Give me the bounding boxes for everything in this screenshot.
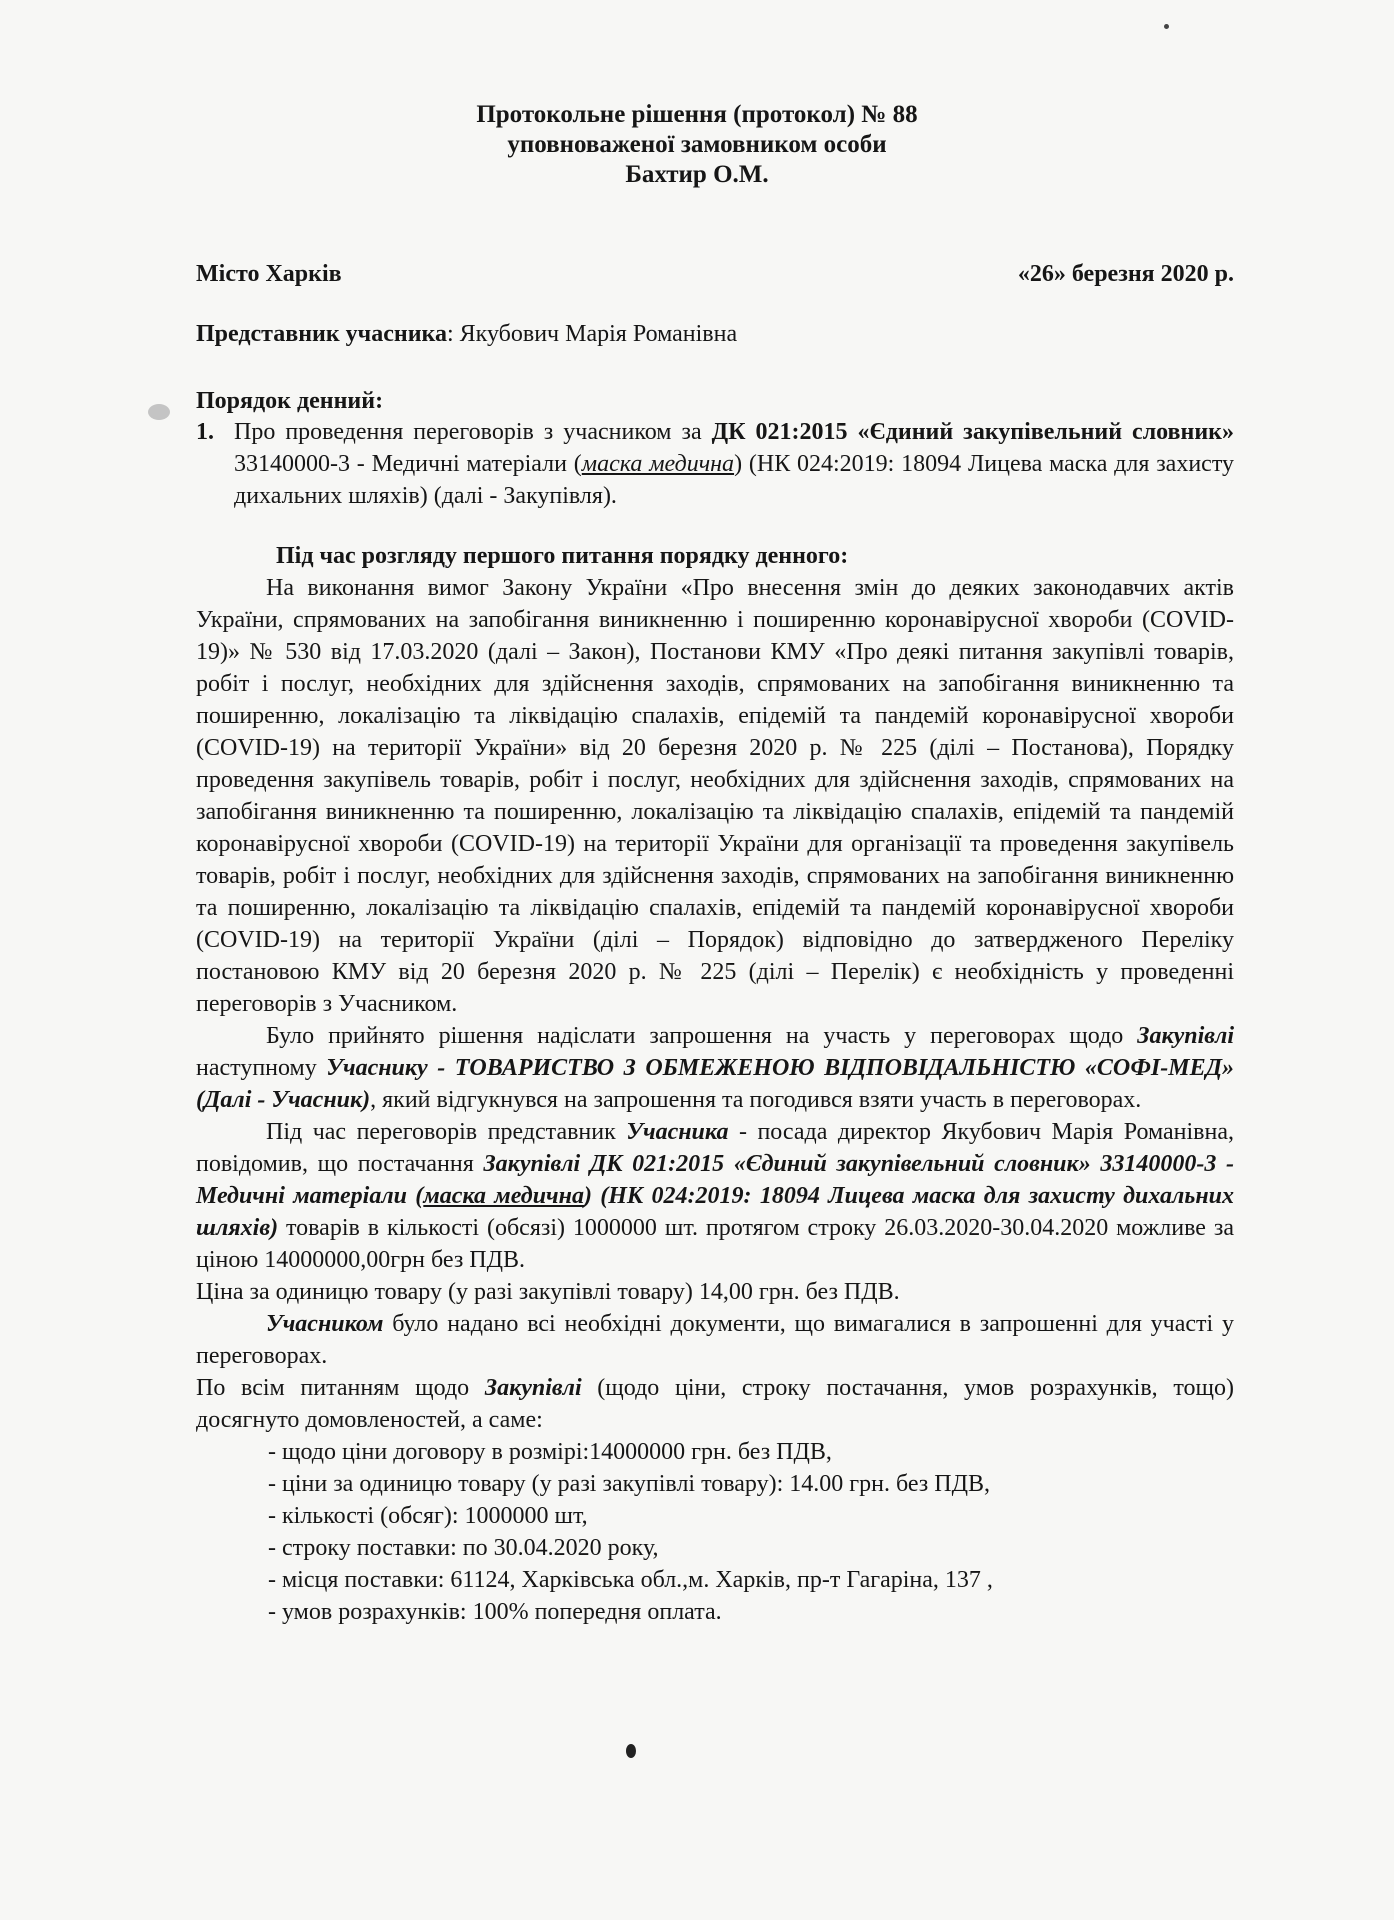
text-span: товарів в кількості (обсязі) 1000000 шт. протягом строку 26.03.2020-30.04.2020 можливе за ціною 14000000,00грн без ПДВ.: [196, 1215, 1234, 1273]
text-span: - посада директор Якубович Марія Романівна, повідомив, що постачання: [196, 1119, 1235, 1177]
scan-smudge: [148, 404, 170, 420]
text-span: було надано всі необхідні документи, що вимагалися в запрошенні для участі у переговорах.: [196, 1311, 1234, 1369]
text-span: ) (НК 024:2019: 18094 Лицева маска для захисту дихальних шляхів) (далі - Закупівля).: [234, 451, 1234, 509]
section-heading: Під час розгляду першого питання порядку денного:: [276, 543, 849, 569]
paragraph-1: На виконання вимог Закону України «Про внесення змін до деяких законодавчих актів України, спрямованих на запобігання виникненню і поширенню коронавірусної хвороби (COVID-19)» № 530 від 17.03.2020 (далі – Закон), Постанови КМУ «Про деякі питання закупівлі товарів, робіт і послуг, необхідних для здійснення заходів, спрямованих на запобігання виникненню та поширенню, локалізацію та ліквідацію спалахів, епідемій та пандемій коронавірусної хвороби (COVID-19) на території України» від 20 березня 2020 р. № 225 (ділі – Постанова), Порядку проведення закупівель товарів, робіт і послуг, необхідних для здійснення заходів, спрямованих на запобігання виникненню та поширенню, локалізацію та ліквідацію спалахів, епідемій та пандемій коронавірусної хвороби (COVID-19) на території України для організації та проведення закупівель товарів, робіт і послуг, необхідних для здійснення заходів, спрямованих на запобігання виникненню та поширенню, локалізацію та ліквідацію спалахів, епідемій та пандемій коронавірусної хвороби (COVID-19) на території України (ділі – Порядок) відповідно до затвердженого Переліку постановою КМУ від 20 березня 2020 р. № 225 (ділі – Перелік) є необхідність у проведенні переговорів з Учасником.: [196, 575, 1234, 1017]
title-line-2: уповноваженої замовником особи: [507, 131, 887, 158]
date: «26» березня 2020 р.: [1017, 261, 1234, 287]
text-bold-italic: Закупівлі: [484, 1375, 582, 1401]
text-span: Про проведення переговорів з учасником за: [234, 419, 712, 445]
representative-name: : Якубович Марія Романівна: [446, 321, 738, 347]
term-item: - умов розрахунків: 100% попередня оплата.: [268, 1599, 722, 1625]
text-span: , який відгукнувся на запрошення та погодився взяти участь в переговорах.: [370, 1087, 1142, 1113]
scan-speck: [1164, 24, 1169, 29]
representative-label: Представник учасника: [196, 321, 447, 347]
title-line-1: Протокольне рішення (протокол) № 88: [476, 101, 918, 128]
text-span: Було прийнято рішення надіслати запрошення на участь у переговорах щодо: [266, 1023, 1138, 1049]
text-span: По всім питанням щодо: [196, 1375, 485, 1401]
representative-line: [196, 318, 1234, 350]
text-bold-italic: Закупівлі: [1137, 1023, 1234, 1049]
term-item: - місця поставки: 61124, Харківська обл.,м. Харків, пр-т Гагаріна, 137 ,: [268, 1567, 993, 1593]
text-span: наступному: [196, 1055, 327, 1081]
term-item: - щодо ціни договору в розмірі:14000000 грн. без ПДВ,: [268, 1439, 832, 1465]
terms-list: [196, 1436, 1234, 1628]
document-title: [0, 100, 1394, 190]
main-body: [196, 572, 1234, 1628]
term-item: - ціни за одиницю товару (у разі закупівлі товару): 14.00 грн. без ПДВ,: [268, 1471, 990, 1497]
text-span: (щодо ціни, строку постачання, умов розрахунків, тощо) досягнуто домовленостей, а саме:: [196, 1375, 1235, 1433]
term-item: - кількості (обсяг): 1000000 шт,: [268, 1503, 588, 1529]
paragraph-2: [196, 1020, 1234, 1116]
text-bold-italic: Учасника: [626, 1119, 729, 1145]
text-span: Під час переговорів представник: [266, 1119, 627, 1145]
text-span: 33140000-3 - Медичні матеріали (: [234, 451, 582, 477]
text-bold-italic: Закупівлі ДК 021:2015 «Єдиний закупівельний словник» 33140000-3 - Медичні матеріали (: [196, 1151, 1234, 1209]
scan-speck: [626, 1744, 636, 1758]
paragraph-6: [196, 1372, 1234, 1436]
text-bold: ДК 021:2015 «Єдиний закупівельний словник»: [711, 419, 1235, 445]
text-bold-italic: ) (НК 024:2019: 18094 Лицева маска для захисту дихальних шляхів): [196, 1183, 1235, 1241]
paragraph-4: Ціна за одиницю товару (у разі закупівлі товару) 14,00 грн. без ПДВ.: [196, 1279, 900, 1305]
text-bold-italic: Учаснику - ТОВАРИСТВО З ОБМЕЖЕНОЮ ВІДПОВІДАЛЬНІСТЮ «СОФІ-МЕД» (Далі - Учасник): [196, 1055, 1234, 1113]
place: Місто Харків: [196, 261, 342, 287]
text-bold-italic-underline: маска медична: [423, 1183, 584, 1209]
agenda-item-text: [234, 416, 1234, 512]
agenda-heading: Порядок денний:: [196, 388, 384, 414]
text-bold-italic: Учасником: [266, 1311, 384, 1337]
agenda-item-number: 1.: [196, 419, 214, 445]
paragraph-5: [196, 1308, 1234, 1372]
place-date-row: [196, 258, 1234, 290]
paragraph-3: [196, 1116, 1234, 1276]
term-item: - строку поставки: по 30.04.2020 року,: [268, 1535, 659, 1561]
text-underline: маска медична: [581, 451, 735, 477]
title-line-3: Бахтир О.М.: [625, 161, 769, 188]
